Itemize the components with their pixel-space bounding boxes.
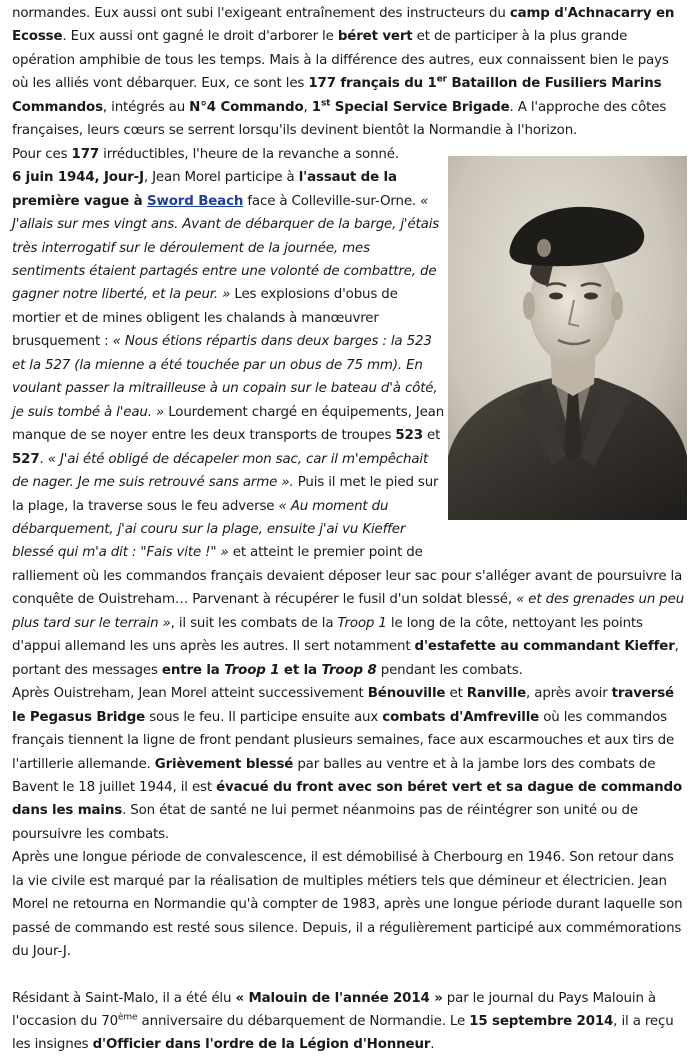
text-run: d'estafette au commandant Kieffer xyxy=(414,639,675,655)
text-run: le long de la côte, nettoyant les points d'appui allemand les uns après les autres. Il sert notamment xyxy=(12,615,643,655)
text-run: évacué du front avec son béret vert et sa dague de commando dans les mains xyxy=(12,779,683,819)
portrait-photo xyxy=(448,156,687,520)
text-run: face à Colleville-sur-Orne. xyxy=(243,193,421,209)
text-run: par balles au ventre et à la jambe lors des combats de Bavent le 18 juillet 1944, il est xyxy=(12,756,656,795)
text-run: Bénouville xyxy=(367,686,446,702)
text-run: et atteint le premier point de ralliement où les commandos français devaient déposer leur sac pour s'alléger avant de poursuivre la conquête de Ouistreham… Parvenant à récupérer le fusil d'un soldat blessé, xyxy=(12,545,683,608)
text-run: , intégrés au xyxy=(102,99,190,115)
text-run: par le journal du Pays Malouin à l'occasion du 70 xyxy=(12,990,656,1030)
text-run: Pour ces xyxy=(12,146,72,162)
beret-badge xyxy=(537,239,551,257)
text-run: 15 septembre 2014 xyxy=(469,1014,614,1030)
text-run: , portant des messages xyxy=(12,639,679,678)
text-run: 523 xyxy=(395,428,423,444)
text-run: entre la xyxy=(161,662,225,678)
text-run: 6 juin 1944, Jour-J xyxy=(12,170,144,186)
text-run: irréductibles, l'heure de la revanche a sonné. xyxy=(99,146,399,162)
text-run: « Nous étions répartis dans deux barges : la 523 et la 527 (la mienne a été touchée par un obus de 75 mm). En voulant passer la mitrailleuse à un copain sur le bateau d'à côté, je suis tombé à l'eau. » xyxy=(12,334,438,420)
text-run: béret vert xyxy=(337,29,413,45)
text-run: où les commandos français tiennent la ligne de front pendant plusieurs semaines, face aux escarmouches et aux tirs de l'artillerie allemande. xyxy=(12,709,675,772)
text-run: N°4 Commando xyxy=(189,99,304,115)
ear-left xyxy=(523,292,535,320)
text-run: Troop 8 xyxy=(321,662,377,678)
ear-right xyxy=(611,292,623,320)
text-run: l'assaut de la première vague à xyxy=(12,170,397,209)
text-run: , il a reçu les insignes xyxy=(12,1014,674,1053)
text-run: Résidant à Saint-Malo, il a été élu xyxy=(12,990,236,1006)
text-run: d'Officier dans l'ordre de la Légion d'Honneur xyxy=(92,1037,431,1053)
text-run: Lourdement chargé en équipements, Jean manque de se noyer entre les deux transports de troupes xyxy=(12,404,445,444)
text-run: , xyxy=(303,99,312,115)
text-run: Après une longue période de convalescence, il est démobilisé à Cherbourg en 1946. Son retour dans la vie civile est marqué par la réalisation de multiples métiers tels que démineur et électricien. Jean Morel ne retourna en Normandie qu'à compter de 1983, après une longue période durant laquelle son passé de commando est resté sous silence. Depuis, il a régulièrement participé aux commémorations du Jour-J. xyxy=(12,850,683,960)
paragraph-ouistreham xyxy=(12,682,685,846)
text-run: et de participer à la plus grande opération amphibie de tous les temps. Mais à la différence des autres, eux connaissent bien le pays où les alliés vont débarquer. Eux, ce sont les xyxy=(12,29,669,92)
text-run: Après Ouistreham, Jean Morel atteint successivement xyxy=(12,686,368,702)
text-run: « Au moment du débarquement, j'ai couru sur la plage, ensuite j'ai vu Kieffer blessé qui m'a dit : "Fais vite !" » xyxy=(12,498,406,561)
paragraph-malouin xyxy=(12,987,685,1057)
text-run: et xyxy=(445,686,467,702)
text-run: Les explosions d'obus de mortier et de mines obligent les chalands à manœuvrer brusquement : xyxy=(12,287,398,350)
text-run: Troop 1 xyxy=(224,662,280,678)
text-run: , après avoir xyxy=(526,686,612,702)
text-run: er xyxy=(436,74,447,85)
text-run: pendant les combats. xyxy=(376,662,523,678)
text-run: « J'ai été obligé de décapeler mon sac, car il m'empêchait de nager. Je me suis retrouvé sans arme ». xyxy=(12,451,429,491)
text-run: 527 xyxy=(12,451,40,467)
portrait-illustration xyxy=(448,156,687,520)
text-run: camp d'Achnacarry en Ecosse xyxy=(12,6,675,45)
eye-right xyxy=(584,293,598,300)
eye-left xyxy=(549,293,563,300)
text-run: Ranville xyxy=(466,686,527,702)
text-run: Bataillon de Fusiliers Marins Commandos xyxy=(12,76,662,115)
text-run: Special Service Brigade xyxy=(330,99,510,115)
text-run: anniversaire du débarquement de Normandie. Le xyxy=(137,1014,470,1030)
text-run: 1 xyxy=(311,99,321,115)
paragraph-convalescence xyxy=(12,846,685,963)
text-run: . xyxy=(430,1037,435,1053)
text-run: , il suit les combats de la xyxy=(170,615,338,631)
text-run: 177 xyxy=(71,146,100,162)
text-run: Grièvement blessé xyxy=(154,756,294,772)
text-run: « Malouin de l'année 2014 » xyxy=(235,990,443,1006)
text-run: et xyxy=(422,428,441,444)
text-run: Puis il met le pied sur la plage, la traverse sous le feu adverse xyxy=(12,475,439,514)
text-run: « et des grenades un peu plus tard sur le terrain » xyxy=(12,592,685,631)
text-run: Troop 1 xyxy=(337,615,387,631)
text-run: . xyxy=(39,451,48,467)
text-run: 177 français du 1 xyxy=(308,76,437,92)
text-run: et la xyxy=(279,662,322,678)
text-run: . Son état de santé ne lui permet néanmoins pas de réintégrer son unité ou de poursuivre les combats. xyxy=(12,803,638,842)
text-run: « J'allais sur mes vingt ans. Avant de débarquer de la barge, j'étais très interrogatif sur le déroulement de la journée, mes sentiments étaient partagés entre une volonté de combattre, de gagner notre liberté, et la peur. » xyxy=(12,193,440,303)
paragraph-intro xyxy=(12,2,685,143)
text-run: . A l'approche des côtes françaises, leurs cœurs se serrent lorsqu'ils devinent bientôt la Normandie à l'horizon. xyxy=(12,99,667,139)
text-run: . Eux aussi ont gagné le droit d'arborer le xyxy=(62,29,338,45)
text-run: ème xyxy=(118,1012,138,1023)
paragraph-gap xyxy=(12,964,685,987)
text-run: st xyxy=(320,98,331,109)
text-run: traversé le Pegasus Bridge xyxy=(12,686,674,725)
text-run: sous le feu. Il participe ensuite aux xyxy=(145,709,383,725)
text-run: combats d'Amfreville xyxy=(382,709,540,725)
text-run: , Jean Morel participe à xyxy=(143,170,299,186)
text-run: normandes. Eux aussi ont subi l'exigeant entraînement des instructeurs du xyxy=(12,6,510,21)
sword-beach-link[interactable]: Sword Beach xyxy=(147,193,244,209)
